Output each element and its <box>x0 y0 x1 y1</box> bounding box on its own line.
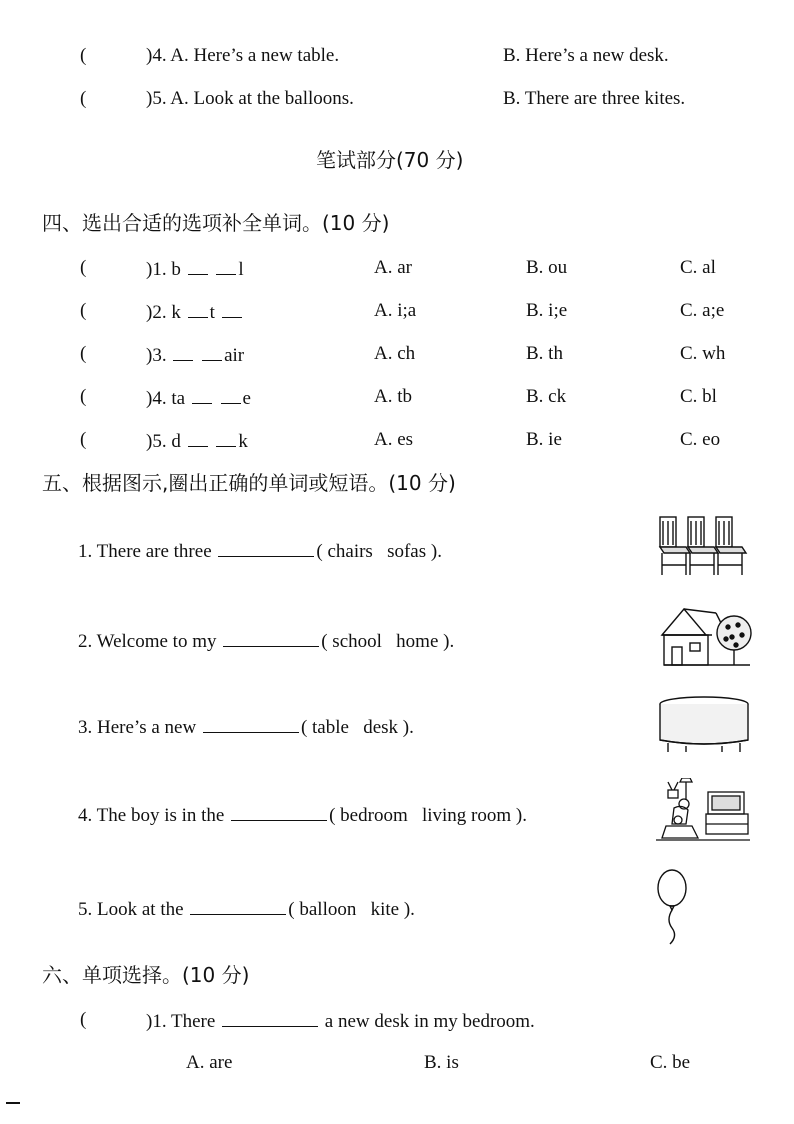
page-edge-mark <box>6 1102 20 1104</box>
option-b: B. ou <box>526 257 568 278</box>
living-room-picture <box>652 778 752 844</box>
option-a: A. ch <box>374 343 416 364</box>
letter-blank[interactable] <box>188 256 208 275</box>
option-c: C. be <box>650 1052 691 1073</box>
option-b: B. There are three kites. <box>503 88 686 109</box>
section4-title: 四、选出合适的选项补全单词。(10 分) <box>42 211 390 235</box>
option-a: A. ar <box>374 257 412 278</box>
letter-blank[interactable] <box>216 256 236 275</box>
section6-title: 六、单项选择。(10 分) <box>42 963 250 987</box>
letter-blank[interactable] <box>202 342 222 361</box>
answer-paren[interactable]: ( <box>80 45 87 66</box>
fill-word: )5. d k <box>146 428 248 454</box>
fill-word: )1. b l <box>146 256 244 282</box>
option-b: B. ck <box>526 386 567 407</box>
answer-paren[interactable]: ( <box>80 88 87 109</box>
answer-blank[interactable] <box>218 538 314 557</box>
letter-blank[interactable] <box>216 428 236 447</box>
letter-blank[interactable] <box>221 385 241 404</box>
answer-blank[interactable] <box>203 714 299 733</box>
answer-blank[interactable] <box>222 1008 318 1027</box>
balloon-picture <box>654 868 690 946</box>
option-c: C. a;e <box>680 300 725 321</box>
sentence: 2. Welcome to my ( school home ). <box>78 628 454 654</box>
answer-blank[interactable] <box>223 628 319 647</box>
sentence: 4. The boy is in the ( bedroom living room ). <box>78 802 527 828</box>
sentence: 5. Look at the ( balloon kite ). <box>78 896 415 922</box>
answer-paren[interactable]: ( <box>80 1009 87 1030</box>
answer-paren[interactable]: ( <box>80 300 87 321</box>
letter-blank[interactable] <box>222 299 242 318</box>
answer-paren[interactable]: ( <box>80 386 87 407</box>
question-text: )5. A. Look at the balloons. <box>146 88 354 109</box>
fill-word: )4. ta e <box>146 385 251 411</box>
option-a: A. es <box>374 429 414 450</box>
sentence: 1. There are three ( chairs sofas ). <box>78 538 442 564</box>
option-b: B. Here’s a new desk. <box>503 45 669 66</box>
table-picture <box>656 694 752 754</box>
chairs-picture <box>656 513 750 579</box>
option-a: A. are <box>186 1052 233 1073</box>
option-c: C. wh <box>680 343 726 364</box>
option-b: B. th <box>526 343 563 364</box>
option-c: C. bl <box>680 386 717 407</box>
letter-blank[interactable] <box>192 385 212 404</box>
option-b: B. ie <box>526 429 562 450</box>
answer-paren[interactable]: ( <box>80 429 87 450</box>
answer-blank[interactable] <box>231 802 327 821</box>
answer-paren[interactable]: ( <box>80 257 87 278</box>
option-c: C. eo <box>680 429 721 450</box>
sentence: 3. Here’s a new ( table desk ). <box>78 714 414 740</box>
option-b: B. is <box>424 1052 459 1073</box>
section5-title: 五、根据图示,圈出正确的单词或短语。(10 分) <box>42 471 456 495</box>
option-c: C. al <box>680 257 716 278</box>
letter-blank[interactable] <box>173 342 193 361</box>
answer-blank[interactable] <box>190 896 286 915</box>
letter-blank[interactable] <box>188 299 208 318</box>
option-a: A. i;a <box>374 300 417 321</box>
fill-word: )3. air <box>146 342 244 368</box>
answer-paren[interactable]: ( <box>80 343 87 364</box>
question-text: )4. A. Here’s a new table. <box>146 45 340 66</box>
option-b: B. i;e <box>526 300 568 321</box>
question-text: )1. There a new desk in my bedroom. <box>146 1008 535 1034</box>
letter-blank[interactable] <box>188 428 208 447</box>
option-a: A. tb <box>374 386 412 407</box>
written-part-title: 笔试部分(70 分) <box>316 148 464 172</box>
fill-word: )2. k t <box>146 299 244 325</box>
house-picture <box>656 603 752 673</box>
